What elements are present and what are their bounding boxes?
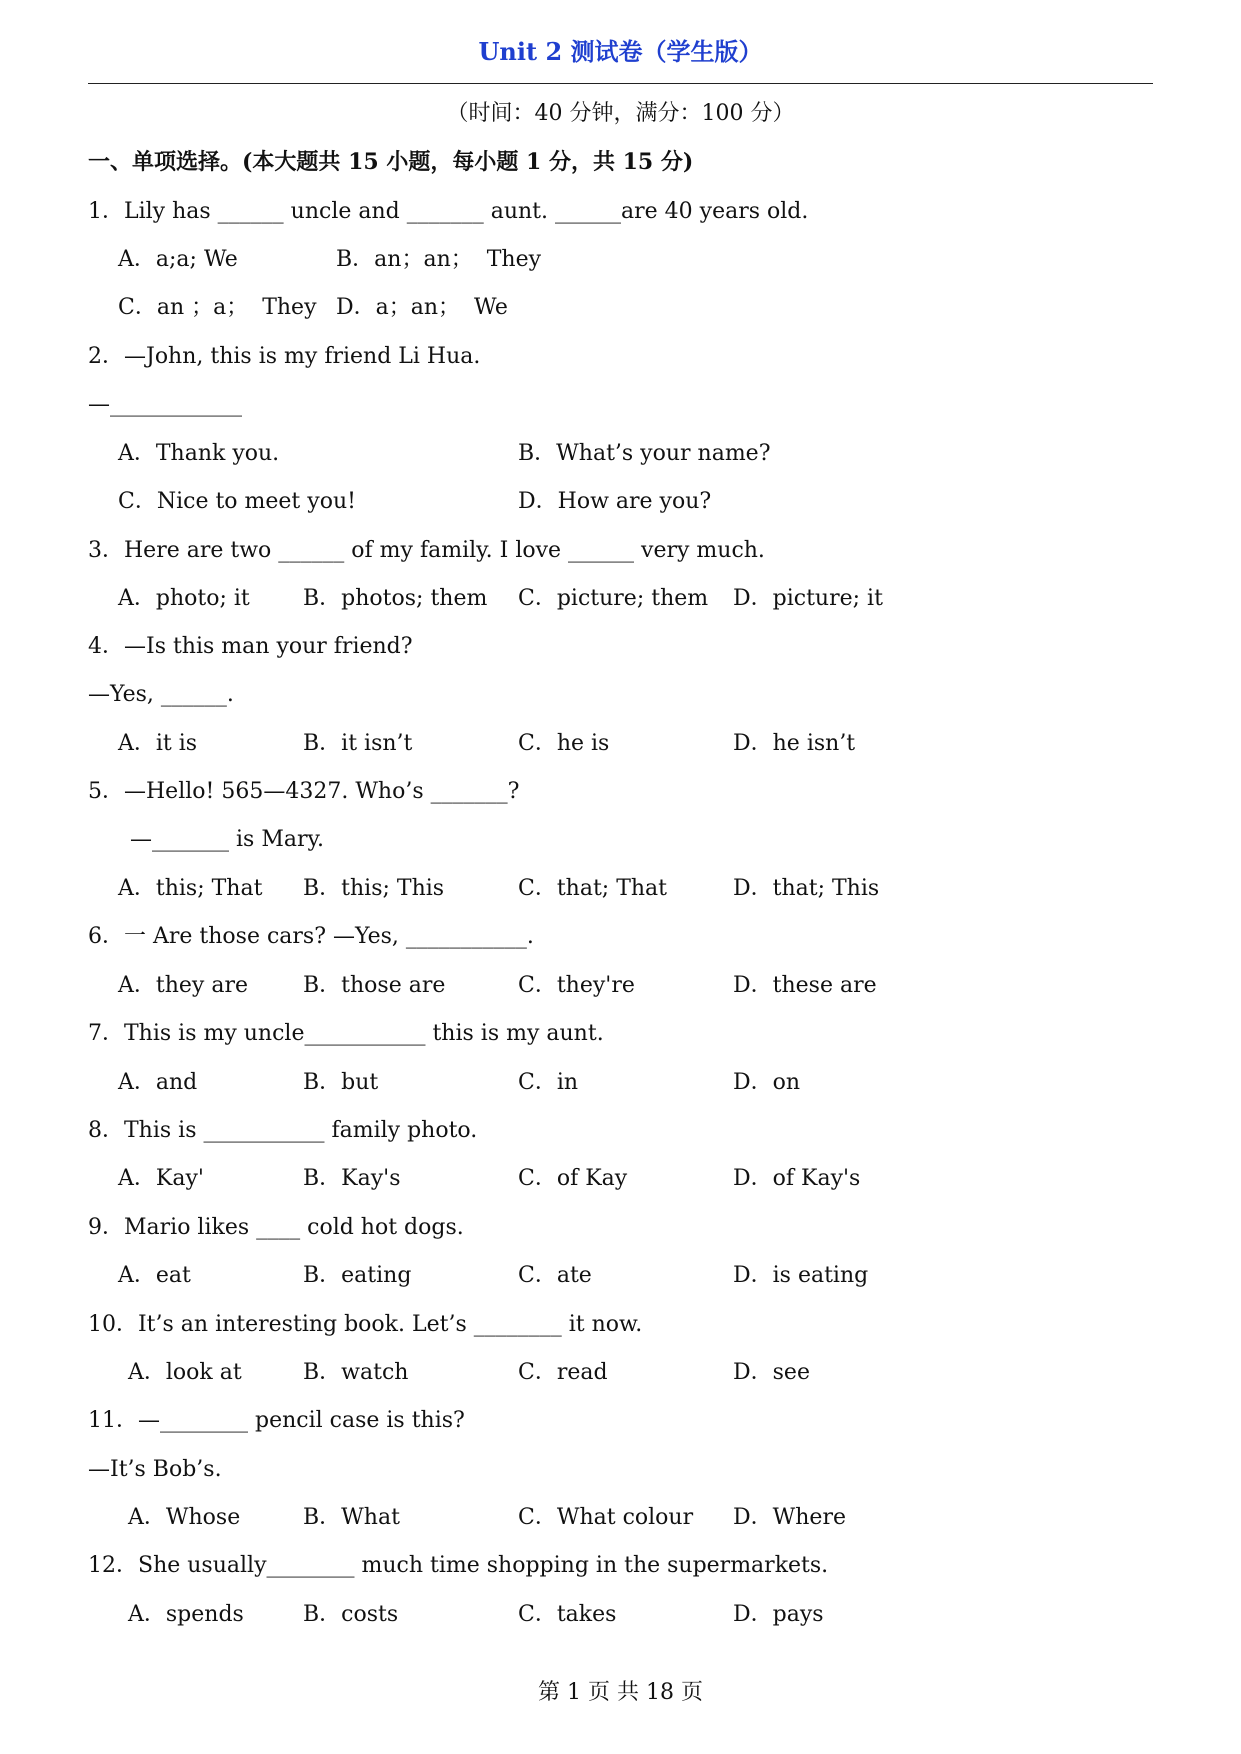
question-4-response: —Yes, ______.: [88, 682, 234, 707]
page-title: Unit 2 测试卷（学生版）: [478, 37, 763, 66]
question-1-option-a[interactable]: A．a;a; We: [118, 247, 238, 272]
question-6-option-c[interactable]: C．they're: [518, 973, 635, 998]
question-2-option-b[interactable]: B．What’s your name?: [518, 441, 771, 466]
question-6-stem: 6．一 Are those cars? —Yes, ___________.: [88, 924, 534, 949]
question-9-option-d[interactable]: D．is eating: [733, 1263, 869, 1288]
question-3-option-d[interactable]: D．picture; it: [733, 586, 883, 611]
question-12-option-a[interactable]: A．spends: [128, 1602, 244, 1627]
question-1-option-d[interactable]: D．a；an； We: [336, 295, 508, 320]
question-8-option-d[interactable]: D．of Kay's: [733, 1166, 861, 1191]
question-8-option-a[interactable]: A．Kay': [118, 1166, 204, 1191]
question-11-option-d[interactable]: D．Where: [733, 1505, 846, 1530]
question-3-option-c[interactable]: C．picture; them: [518, 586, 709, 611]
question-1-stem: 1．Lily has ______ uncle and _______ aunt. ______are 40 years old.: [88, 199, 809, 224]
question-8-option-b[interactable]: B．Kay's: [303, 1166, 401, 1191]
question-7-option-d[interactable]: D．on: [733, 1070, 801, 1095]
question-11-stem: 11．—________ pencil case is this?: [88, 1408, 465, 1433]
question-10-stem: 10．It’s an interesting book. Let’s ________ it now.: [88, 1312, 643, 1337]
title-divider: [88, 83, 1153, 84]
question-1-option-b[interactable]: B．an；an； They: [336, 247, 542, 272]
question-7-option-b[interactable]: B．but: [303, 1070, 379, 1095]
question-9-option-c[interactable]: C．ate: [518, 1263, 592, 1288]
question-11-option-b[interactable]: B．What: [303, 1505, 400, 1530]
question-4-option-b[interactable]: B．it isn’t: [303, 731, 413, 756]
question-5-response: —_______ is Mary.: [130, 827, 324, 852]
question-7-stem: 7．This is my uncle___________ this is my aunt.: [88, 1021, 604, 1046]
question-7-option-a[interactable]: A．and: [118, 1070, 198, 1095]
page-number-footer: 第 1 页 共 18 页: [538, 1680, 703, 1705]
question-10-option-d[interactable]: D．see: [733, 1360, 810, 1385]
question-12-stem: 12．She usually________ much time shopping in the supermarkets.: [88, 1553, 829, 1578]
question-3-option-a[interactable]: A．photo; it: [118, 586, 250, 611]
question-5-option-c[interactable]: C．that; That: [518, 876, 668, 901]
question-1-option-c[interactable]: C．an ；a； They: [118, 295, 317, 320]
question-9-option-a[interactable]: A．eat: [118, 1263, 191, 1288]
question-4-option-d[interactable]: D．he isn’t: [733, 731, 856, 756]
question-4-option-c[interactable]: C．he is: [518, 731, 610, 756]
question-9-option-b[interactable]: B．eating: [303, 1263, 412, 1288]
question-2-option-c[interactable]: C．Nice to meet you!: [118, 489, 356, 514]
question-7-option-c[interactable]: C．in: [518, 1070, 579, 1095]
question-2-response: —____________: [88, 392, 242, 417]
section-heading: 一、单项选择。(本大题共 15 小题，每小题 1 分，共 15 分): [88, 149, 694, 175]
question-10-option-a[interactable]: A．look at: [128, 1360, 242, 1385]
question-6-option-b[interactable]: B．those are: [303, 973, 446, 998]
question-5-stem: 5．—Hello! 565—4327. Who’s _______?: [88, 779, 520, 804]
question-5-option-b[interactable]: B．this; This: [303, 876, 445, 901]
question-9-stem: 9．Mario likes ____ cold hot dogs.: [88, 1215, 464, 1240]
question-6-option-d[interactable]: D．these are: [733, 973, 877, 998]
question-5-option-a[interactable]: A．this; That: [118, 876, 263, 901]
question-2-option-a[interactable]: A．Thank you.: [118, 441, 280, 466]
question-12-option-c[interactable]: C．takes: [518, 1602, 617, 1627]
question-6-option-a[interactable]: A．they are: [118, 973, 248, 998]
question-10-option-b[interactable]: B．watch: [303, 1360, 409, 1385]
question-3-option-b[interactable]: B．photos; them: [303, 586, 488, 611]
question-2-stem: 2．—John, this is my friend Li Hua.: [88, 344, 481, 369]
question-4-option-a[interactable]: A．it is: [118, 731, 198, 756]
question-3-stem: 3．Here are two ______ of my family. I love ______ very much.: [88, 538, 765, 563]
question-8-stem: 8．This is ___________ family photo.: [88, 1118, 478, 1143]
question-5-option-d[interactable]: D．that; This: [733, 876, 880, 901]
question-11-response: —It’s Bob’s.: [88, 1457, 222, 1482]
question-4-stem: 4．—Is this man your friend?: [88, 634, 413, 659]
exam-info: （时间：40 分钟，满分：100 分）: [446, 101, 795, 126]
question-11-option-c[interactable]: C．What colour: [518, 1505, 694, 1530]
question-8-option-c[interactable]: C．of Kay: [518, 1166, 628, 1191]
question-2-option-d[interactable]: D．How are you?: [518, 489, 712, 514]
question-11-option-a[interactable]: A．Whose: [128, 1505, 241, 1530]
question-12-option-b[interactable]: B．costs: [303, 1602, 399, 1627]
question-10-option-c[interactable]: C．read: [518, 1360, 608, 1385]
question-12-option-d[interactable]: D．pays: [733, 1602, 824, 1627]
